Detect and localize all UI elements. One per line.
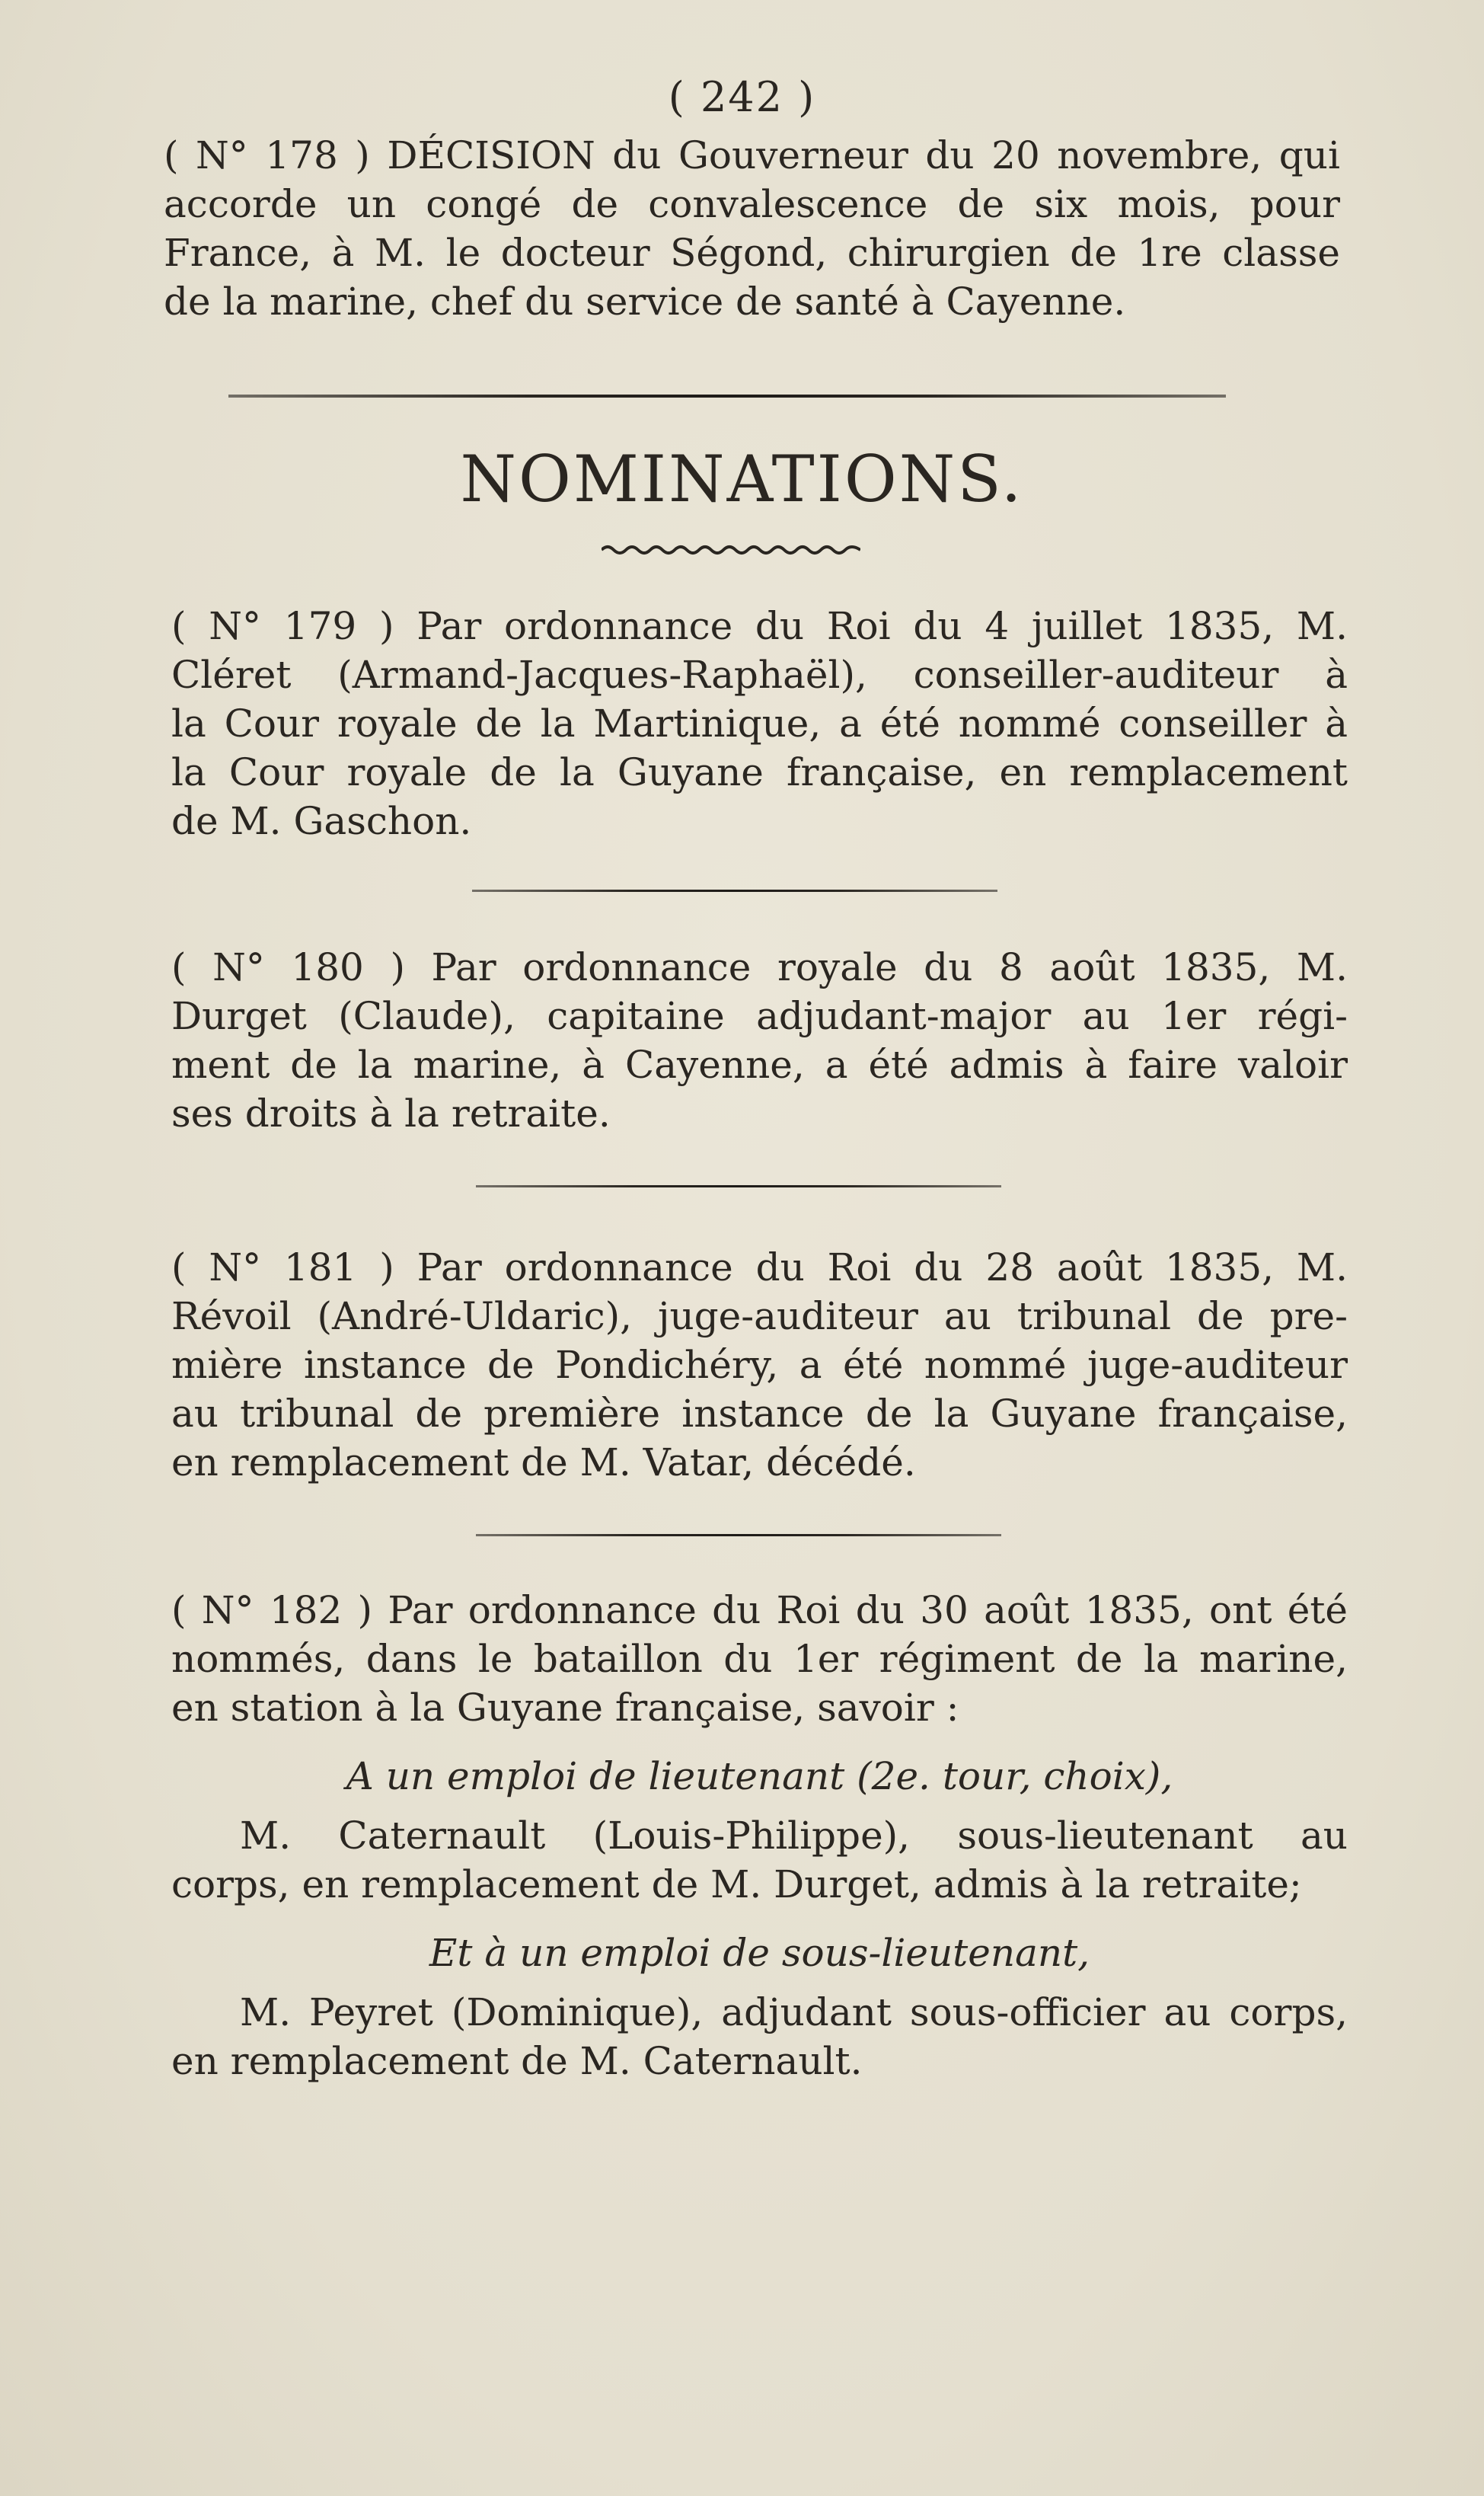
entry-178-line-3: France, à M. le docteur Ségond, chirurgien de 1re classe [164, 231, 1340, 275]
entry-179-line-3: la Cour royale de la Martinique, a été nommé conseiller à [171, 702, 1348, 746]
entry-181-line-4: au tribunal de première instance de la Guyane française, [171, 1392, 1348, 1436]
entry-178-line-1: ( N° 178 ) DÉCISION du Gouverneur du 20 novembre, qui [164, 133, 1340, 177]
entry-divider-rule [476, 1185, 1001, 1187]
entry-divider-rule [472, 890, 997, 892]
entry-182-sub2-line-2: en remplacement de M. Caternault. [171, 2039, 863, 2083]
entry-179-line-2: Cléret (Armand-Jacques-Raphaël), conseiller-auditeur à [171, 653, 1348, 697]
entry-182-subheading-sous-lieutenant: Et à un emploi de sous-lieutenant, [429, 1931, 1090, 1975]
entry-181 [171, 1243, 1348, 1487]
page-number: ( 242 ) [668, 73, 816, 121]
entry-179-line-4: la Cour royale de la Guyane française, en remplacement [171, 750, 1348, 794]
ornament-wave-icon [602, 544, 860, 556]
entry-179 [171, 602, 1348, 845]
entry-181-line-2: Révoil (André-Uldaric), juge-auditeur au tribunal de pre- [171, 1294, 1348, 1338]
entry-180-line-2: Durget (Claude), capitaine adjudant-major au 1er régi- [171, 994, 1348, 1038]
heading-ornament [602, 544, 860, 556]
entry-180-line-3: ment de la marine, à Cayenne, a été admis à faire valoir [171, 1043, 1348, 1087]
entry-divider-rule [476, 1534, 1001, 1536]
entry-180-line-4: ses droits à la retraite. [171, 1091, 611, 1136]
entry-182-line-2: nommés, dans le bataillon du 1er régiment de la marine, [171, 1637, 1348, 1681]
entry-182-subheading-lieutenant: A un emploi de lieutenant (2e. tour, choix), [346, 1754, 1173, 1798]
entry-178-line-2: accorde un congé de convalescence de six mois, pour [164, 182, 1340, 226]
section-divider-rule [228, 395, 1226, 398]
entry-180-line-1: ( N° 180 ) Par ordonnance royale du 8 août 1835, M. [171, 945, 1348, 989]
entry-178-line-4: de la marine, chef du service de santé à Cayenne. [164, 280, 1126, 324]
entry-179-line-5: de M. Gaschon. [171, 799, 472, 843]
entry-182-sub2-line-1: M. Peyret (Dominique), adjudant sous-officier au corps, [240, 1990, 1348, 2034]
entry-178 [164, 131, 1340, 326]
entry-179-line-1: ( N° 179 ) Par ordonnance du Roi du 4 juillet 1835, M. [171, 604, 1348, 648]
entry-182-line-1: ( N° 182 ) Par ordonnance du Roi du 30 août 1835, ont été [171, 1588, 1348, 1632]
entry-181-line-5: en remplacement de M. Vatar, décédé. [171, 1440, 916, 1484]
entry-182-sub1-line-2: corps, en remplacement de M. Durget, admis à la retraite; [171, 1862, 1302, 1906]
entry-181-line-1: ( N° 181 ) Par ordonnance du Roi du 28 août 1835, M. [171, 1245, 1348, 1290]
entry-182-sub1-line-1: M. Caternault (Louis-Philippe), sous-lieutenant au [240, 1814, 1348, 1858]
entry-180 [171, 943, 1348, 1138]
entry-182-line-3: en station à la Guyane française, savoir : [171, 1686, 959, 1730]
entry-181-line-3: mière instance de Pondichéry, a été nommé juge-auditeur [171, 1343, 1348, 1387]
entry-182 [171, 1586, 1348, 2085]
section-heading: NOMINATIONS. [460, 442, 1024, 516]
